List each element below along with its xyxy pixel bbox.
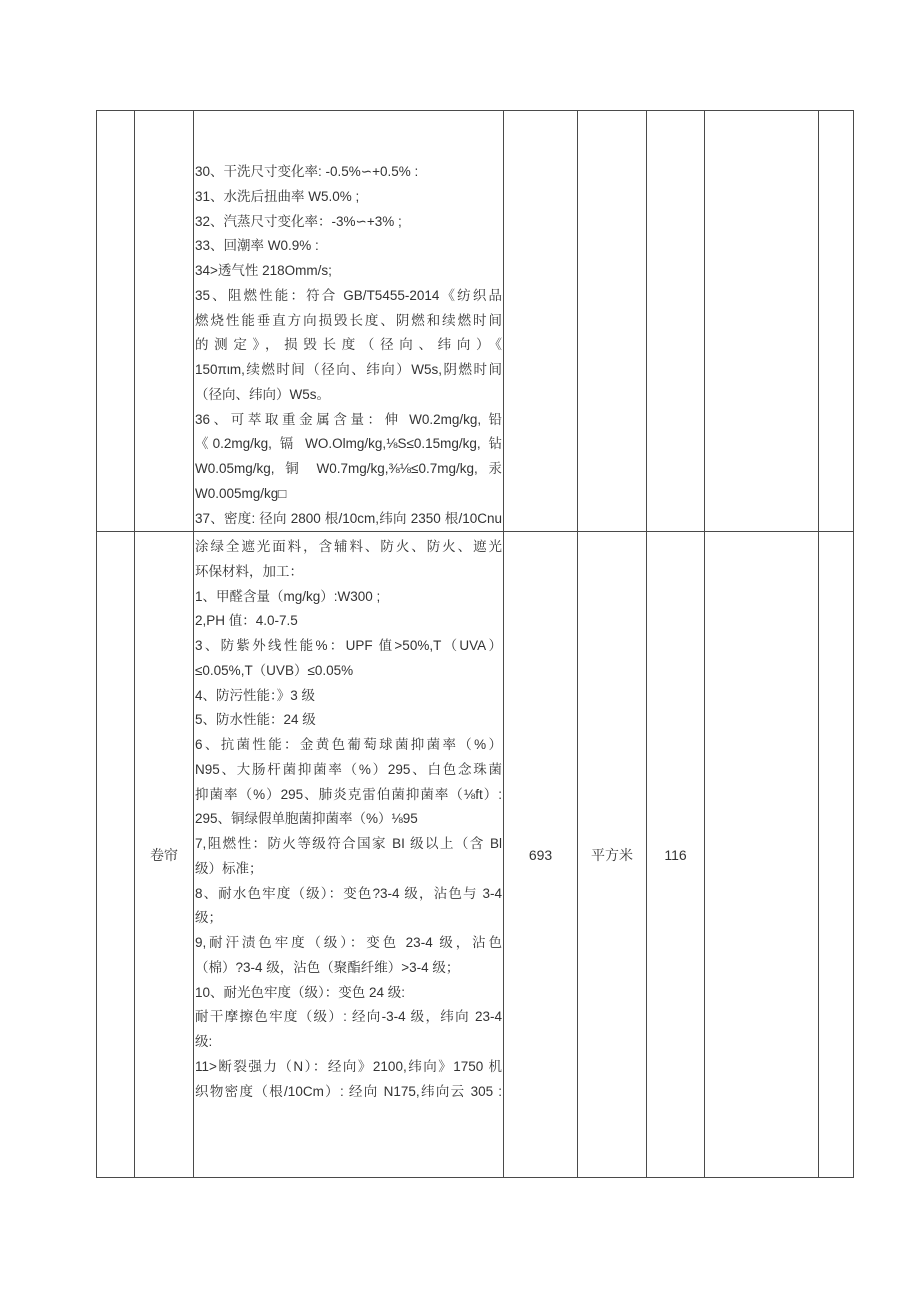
spec-line: 环保材料，加工： (195, 563, 303, 579)
cell-index (97, 111, 135, 532)
spec-line: 31、水洗后扭曲率 W5.0% ; (195, 188, 360, 204)
spec-line: 35、阻燃性能：符合 GB/T5455-2014《纺织品 (195, 287, 502, 303)
cell-specification (194, 532, 504, 1178)
spec-line: ≤0.05%,T（UVB）≤0.05% (195, 662, 354, 678)
spec-line: 33、回潮率 W0.9% : (195, 238, 319, 254)
spec-line: 《0.2mg/kg, 镉 WO.Olmg/kg,⅛S≤0.15mg/kg, 钻 (195, 436, 502, 452)
spec-text-block (194, 111, 503, 530)
spec-line: 37、密度: 径向 2800 根/10cm,纬向 2350 根/10Cnu (195, 510, 502, 526)
table-row (97, 111, 854, 532)
spec-line: 燃烧性能垂直方向损毁长度、阴燃和续燃时间 (195, 312, 502, 328)
spec-line: 30、干洗尺寸变化率: -0.5%∽+0.5% : (195, 164, 419, 179)
spec-line: 5、防水性能：24 级 (195, 712, 316, 728)
spec-line: 耐干摩擦色牢度（级）: 经向-3-4 级，纬向 23-4 (195, 1009, 502, 1025)
spec-line: 级）标准； (195, 860, 263, 876)
spec-line: 9,耐汗渍色牢度（级）：变色 23-4 级，沾色 (195, 935, 502, 950)
spec-line: 的测定》，损毁长度（径向、纬向）《 (195, 337, 502, 353)
cell-unit: 平方米 (578, 532, 647, 1178)
spec-line: 8、耐水色牢度（级）：变色?3-4 级，沾色与 3-4 (195, 885, 502, 901)
cell-specification (194, 111, 504, 532)
spec-line: 级: (195, 1034, 213, 1049)
spec-line: 32、汽蒸尺寸变化率：-3%∽+3% ; (195, 213, 402, 229)
spec-line: 抑菌率（%）295、肺炎克雷伯菌抑菌率（⅛ft）: (195, 786, 502, 802)
cell-col8 (819, 532, 854, 1178)
spec-line: 涂绿全遮光面料，含辅料、防火、防火、遮光 (195, 539, 502, 554)
cell-unit (578, 111, 647, 532)
cell-index (97, 532, 135, 1178)
spec-line: 1、甲醛含量（mg/kg）:W300 ; (195, 588, 381, 604)
spec-line: 2,PH 值：4.0-7.5 (195, 613, 298, 629)
spec-line: 6、抗菌性能：金黄色葡萄球菌抑菌率（%） (195, 737, 502, 752)
spec-text-block (194, 532, 503, 1176)
spec-line: 级； (195, 910, 222, 926)
spec-line: 7,阻燃性：防火等级符合国家 BI 级以上（含 Bl (195, 836, 502, 851)
cell-col8 (819, 111, 854, 532)
spec-line: 10、耐光色牢度（级）：变色 24 级: (195, 984, 406, 1000)
spec-line: （棉）?3-4 级，沾色（聚酯纤维）>3-4 级； (195, 959, 460, 975)
spec-line: 34>透气性 218Omm/s; (195, 263, 332, 278)
spec-line: 3、防紫外线性能%：UPF 值>50%,T（UVA） (195, 638, 502, 653)
spec-table (96, 110, 854, 1178)
cell-item-name: 卷帘 (135, 532, 194, 1178)
spec-line: N95、大肠杆菌抑菌率（%）295、白色念珠菌 (195, 761, 502, 777)
cell-col7 (705, 111, 819, 532)
table-row (97, 532, 854, 1178)
spec-line: 织物密度（根/10Cm）: 经向 N175,纬向云 305 : (195, 1083, 502, 1099)
cell-col7 (705, 532, 819, 1178)
cell-col6 (647, 111, 705, 532)
spec-line: （径向、纬向）W5s。 (195, 386, 330, 402)
spec-line: W0.05mg/kg, 铜 W0.7mg/kg,⅜⅛≤0.7mg/kg, 汞 (195, 461, 502, 476)
spec-line: 11>断裂强力（N）：经向》2100,纬向》1750 机 (195, 1058, 502, 1074)
cell-col6: 116 (647, 532, 705, 1178)
spec-line: 4、防污性能：》3 级 (195, 687, 316, 703)
cell-quantity (504, 111, 578, 532)
spec-line: 36、可萃取重金属含量：伸 W0.2mg/kg, 铅 (195, 411, 502, 427)
spec-line: 295、铜绿假单胞菌抑菌率（%）⅛95 (195, 811, 418, 827)
spec-line: W0.005mg/kg□ (195, 485, 287, 501)
cell-quantity: 693 (504, 532, 578, 1178)
cell-item-name (135, 111, 194, 532)
spec-line: 150πιm,续燃时间（径向、纬向）W5s,阴燃时间 (195, 362, 502, 377)
